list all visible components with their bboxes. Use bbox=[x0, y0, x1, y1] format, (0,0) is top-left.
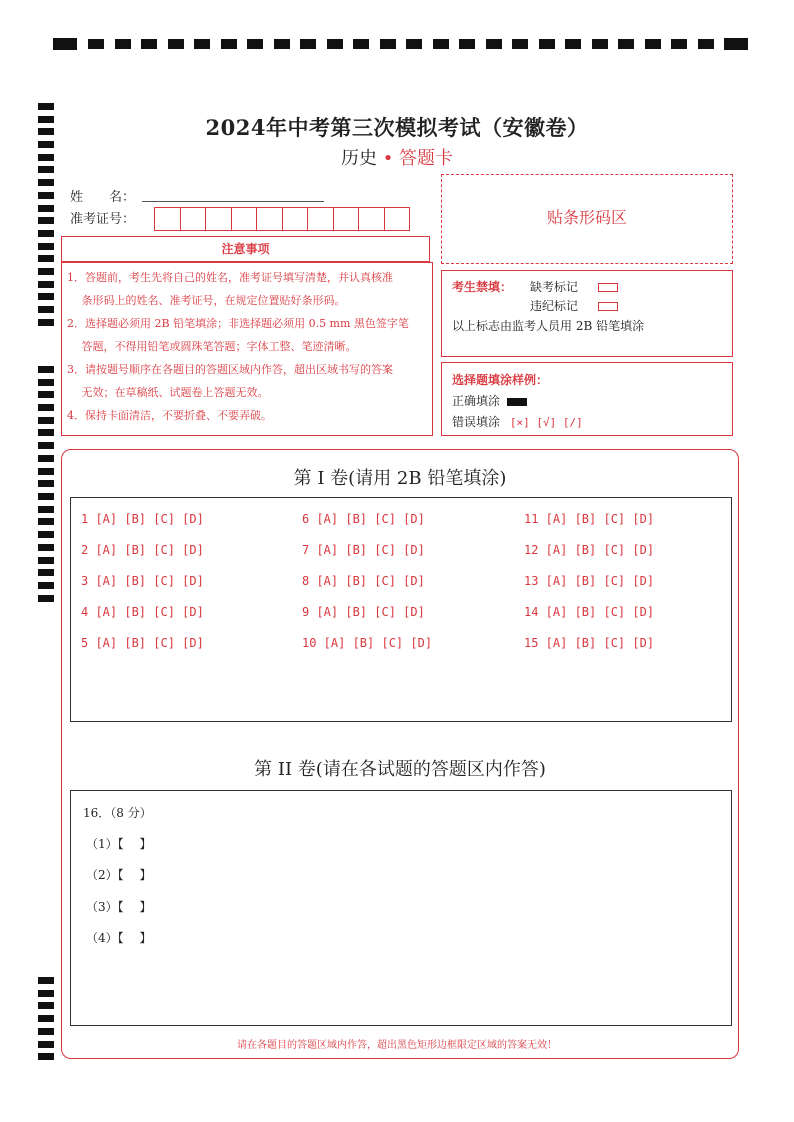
timing-mark bbox=[38, 1002, 54, 1009]
choice-question-row[interactable]: 7 [A] [B] [C] [D] bbox=[302, 543, 425, 557]
timing-mark bbox=[38, 569, 54, 576]
part2-title: 第 II 卷(请在各试题的答题区内作答) bbox=[254, 759, 546, 780]
q16-label: 16．（8 分） bbox=[83, 806, 152, 820]
correct-fill-label: 正确填涂 bbox=[452, 394, 501, 408]
q16-answer-area[interactable] bbox=[70, 790, 732, 1026]
notice-line: 2．选择题必须用 2B 铅笔填涂；非选择题必须用 0.5 mm 黑色签字笔 bbox=[67, 317, 409, 330]
exam-id-digit-box[interactable] bbox=[333, 207, 360, 231]
notice-line: 条形码上的姓名、准考证号，在规定位置贴好条形码。 bbox=[67, 294, 346, 307]
footer-warning: 请在各题目的答题区域内作答，超出黑色矩形边框限定区域的答案无效！ bbox=[237, 1040, 557, 1051]
prohibit-note: 以上标志由监考人员用 2B 铅笔填涂 bbox=[452, 319, 645, 333]
prohibit-box bbox=[441, 270, 733, 357]
q16-sub-4[interactable]: （4）【 】 bbox=[86, 931, 152, 945]
absent-mark bbox=[530, 278, 618, 295]
timing-mark bbox=[38, 417, 54, 424]
violation-mark bbox=[530, 297, 618, 314]
timing-mark bbox=[141, 39, 157, 49]
timing-mark bbox=[53, 38, 77, 50]
timing-mark bbox=[38, 306, 54, 313]
timing-mark bbox=[38, 243, 54, 250]
choice-question-row[interactable]: 9 [A] [B] [C] [D] bbox=[302, 605, 425, 619]
choice-question-row[interactable]: 4 [A] [B] [C] [D] bbox=[81, 605, 204, 619]
notice-body bbox=[61, 262, 433, 436]
timing-mark bbox=[115, 39, 131, 49]
exam-id-label: 准考证号： bbox=[70, 212, 136, 227]
timing-mark bbox=[38, 544, 54, 551]
notice-line: 答题，不得用铅笔或圆珠笔答题；字体工整、笔迹清晰。 bbox=[67, 340, 357, 353]
timing-mark bbox=[247, 39, 263, 49]
choice-question-row[interactable]: 11 [A] [B] [C] [D] bbox=[524, 512, 655, 526]
timing-mark bbox=[38, 268, 54, 275]
timing-mark bbox=[38, 557, 54, 564]
exam-id-digit-box[interactable] bbox=[358, 207, 385, 231]
exam-id-digit-box[interactable] bbox=[231, 207, 258, 231]
timing-mark bbox=[38, 404, 54, 411]
timing-mark bbox=[38, 506, 54, 513]
timing-mark bbox=[38, 977, 54, 984]
timing-mark bbox=[38, 366, 54, 373]
timing-mark bbox=[38, 442, 54, 449]
subject-label: 历史 bbox=[340, 148, 377, 169]
timing-mark bbox=[194, 39, 210, 49]
correct-fill bbox=[452, 392, 527, 409]
timing-mark bbox=[38, 1028, 54, 1035]
timing-mark bbox=[38, 192, 54, 199]
timing-mark bbox=[221, 39, 237, 49]
timing-mark bbox=[38, 391, 54, 398]
wrong-fill bbox=[452, 413, 583, 430]
exam-id-digit-box[interactable] bbox=[307, 207, 334, 231]
timing-mark bbox=[38, 319, 54, 326]
timing-mark bbox=[486, 39, 502, 49]
choice-question-row[interactable]: 8 [A] [B] [C] [D] bbox=[302, 574, 425, 588]
notice-line: 3．请按题号顺序在各题目的答题区域内作答，超出区域书写的答案 bbox=[67, 363, 393, 376]
timing-mark bbox=[168, 39, 184, 49]
wrong-fill-marks: [×] [√] [/] bbox=[509, 416, 583, 429]
notice-line: 4．保持卡面清洁，不要折叠、不要弄破。 bbox=[67, 409, 272, 422]
timing-mark bbox=[592, 39, 608, 49]
timing-mark bbox=[38, 518, 54, 525]
barcode-label: 贴条形码区 bbox=[546, 208, 627, 227]
timing-mark bbox=[38, 103, 54, 110]
timing-mark bbox=[38, 205, 54, 212]
fill-example-box bbox=[441, 362, 733, 436]
exam-subtitle bbox=[0, 144, 794, 170]
timing-mark bbox=[353, 39, 369, 49]
exam-title: 2024年中考第三次模拟考试（安徽卷） bbox=[205, 115, 589, 140]
timing-mark bbox=[300, 39, 316, 49]
timing-mark bbox=[512, 39, 528, 49]
timing-mark bbox=[38, 595, 54, 602]
q16-sub-3[interactable]: （3）【 】 bbox=[86, 900, 152, 914]
exam-id-digit-box[interactable] bbox=[154, 207, 181, 231]
timing-mark bbox=[38, 990, 54, 997]
name-field[interactable] bbox=[142, 201, 324, 202]
timing-mark bbox=[38, 379, 54, 386]
barcode-area bbox=[441, 174, 733, 264]
timing-mark bbox=[618, 39, 634, 49]
timing-mark bbox=[433, 39, 449, 49]
prohibit-label: 考生禁填： bbox=[452, 280, 513, 294]
timing-mark bbox=[38, 429, 54, 436]
timing-mark bbox=[327, 39, 343, 49]
timing-mark bbox=[38, 1053, 54, 1060]
timing-mark bbox=[671, 39, 687, 49]
choice-question-row[interactable]: 1 [A] [B] [C] [D] bbox=[81, 512, 204, 526]
timing-mark bbox=[38, 493, 54, 500]
absent-label: 缺考标记 bbox=[530, 280, 579, 294]
timing-mark bbox=[698, 39, 714, 49]
fill-example-title: 选择题填涂样例： bbox=[452, 373, 549, 387]
choice-question-row[interactable]: 14 [A] [B] [C] [D] bbox=[524, 605, 655, 619]
separator-dot: • bbox=[382, 148, 394, 169]
timing-mark bbox=[38, 1015, 54, 1022]
choice-question-row[interactable]: 6 [A] [B] [C] [D] bbox=[302, 512, 425, 526]
timing-mark bbox=[38, 281, 54, 288]
choice-question-row[interactable]: 2 [A] [B] [C] [D] bbox=[81, 543, 204, 557]
timing-mark bbox=[38, 468, 54, 475]
timing-mark bbox=[274, 39, 290, 49]
timing-mark bbox=[38, 582, 54, 589]
choice-question-row[interactable]: 15 [A] [B] [C] [D] bbox=[524, 636, 655, 650]
timing-mark bbox=[459, 39, 475, 49]
choice-question-row[interactable]: 12 [A] [B] [C] [D] bbox=[524, 543, 655, 557]
exam-id-digit-box[interactable] bbox=[256, 207, 283, 231]
card-label: 答题卡 bbox=[399, 148, 454, 169]
timing-mark bbox=[565, 39, 581, 49]
exam-id-boxes[interactable] bbox=[155, 207, 410, 231]
filled-sample bbox=[507, 398, 527, 406]
notice-line: 1．答题前，考生先将自己的姓名，准考证号填写清楚，并认真核准 bbox=[67, 271, 393, 284]
part1-title: 第 I 卷(请用 2B 铅笔填涂) bbox=[293, 468, 507, 489]
choice-question-row[interactable]: 10 [A] [B] [C] [D] bbox=[302, 636, 433, 650]
choice-question-row[interactable]: 5 [A] [B] [C] [D] bbox=[81, 636, 204, 650]
exam-id-digit-box[interactable] bbox=[282, 207, 309, 231]
timing-mark bbox=[38, 455, 54, 462]
notice-header bbox=[61, 236, 430, 262]
timing-mark bbox=[38, 255, 54, 262]
wrong-fill-label: 错误填涂 bbox=[452, 415, 501, 429]
timing-mark bbox=[724, 38, 748, 50]
exam-id-digit-box[interactable] bbox=[205, 207, 232, 231]
timing-mark bbox=[406, 39, 422, 49]
notice-line: 无效；在草稿纸、试题卷上答题无效。 bbox=[67, 386, 269, 399]
timing-mark bbox=[38, 480, 54, 487]
timing-mark bbox=[38, 230, 54, 237]
timing-mark bbox=[645, 39, 661, 49]
absent-checkbox[interactable] bbox=[598, 283, 618, 292]
q16-sub-2[interactable]: （2）【 】 bbox=[86, 868, 152, 882]
name-label: 姓 名： bbox=[70, 190, 136, 205]
choice-question-row[interactable]: 3 [A] [B] [C] [D] bbox=[81, 574, 204, 588]
timing-mark bbox=[88, 39, 104, 49]
notice-title: 注意事项 bbox=[221, 242, 270, 256]
timing-mark bbox=[38, 531, 54, 538]
timing-mark bbox=[38, 179, 54, 186]
exam-id-digit-box[interactable] bbox=[180, 207, 207, 231]
q16-sub-1[interactable]: （1）【 】 bbox=[86, 837, 152, 851]
timing-mark bbox=[539, 39, 555, 49]
exam-id-digit-box[interactable] bbox=[384, 207, 411, 231]
violation-label: 违纪标记 bbox=[530, 299, 579, 313]
violation-checkbox[interactable] bbox=[598, 302, 618, 311]
choice-question-row[interactable]: 13 [A] [B] [C] [D] bbox=[524, 574, 655, 588]
timing-mark bbox=[380, 39, 396, 49]
timing-mark bbox=[38, 217, 54, 224]
timing-mark bbox=[38, 293, 54, 300]
